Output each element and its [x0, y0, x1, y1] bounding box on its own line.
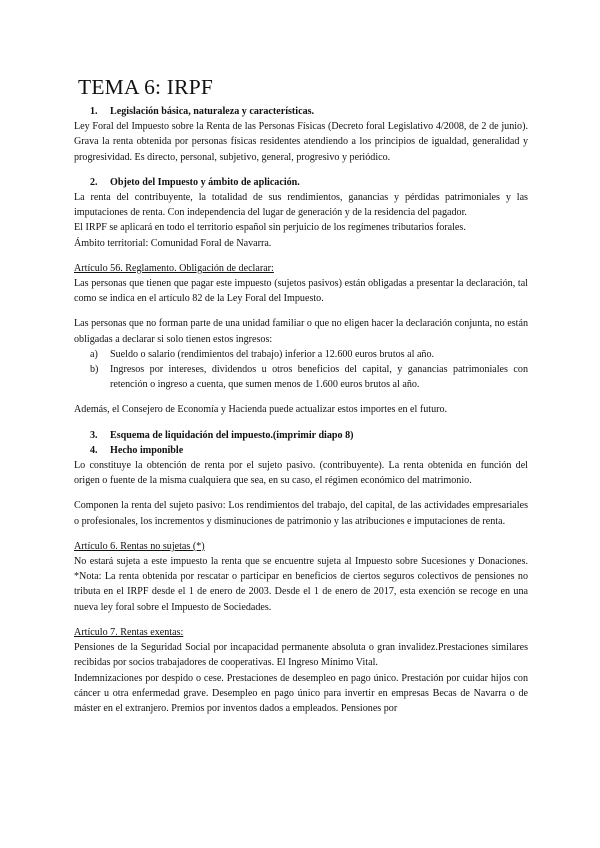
section-4-number: 4.	[90, 444, 98, 456]
section-4-paragraph-2: Componen la renta del sujeto pasivo: Los rendimientos del trabajo, del capital, de las actividades empresariales o profesionales, los incrementos y disminuciones de patrimonio y las atribuciones e imputaciones de renta.	[74, 500, 528, 527]
article-7-heading: Artículo 7. Rentas exentas:	[74, 626, 184, 638]
section-1-number: 1.	[90, 106, 98, 117]
section-2-paragraph-3: Ámbito territorial: Comunidad Foral de Navarra.	[74, 237, 272, 249]
list-item	[90, 362, 528, 392]
section-4-paragraph-1: Lo constituye la obtención de renta por el sujeto pasivo. (contribuyente). La renta obtenida en función del origen o fuente de la misma cualquiera que sea, en su caso, el régimen económico del matrimonio.	[74, 460, 528, 487]
document-page	[74, 74, 528, 716]
section-2-number: 2.	[90, 176, 98, 188]
article-6-paragraph: No estará sujeta a este impuesto la renta que se encuentre sujeta al Impuesto sobre Sucesiones y Donaciones. *Nota: La renta obtenida por rescatar o participar en beneficios de ciertos seguros colectivos de pensiones no tributa en el IRPF desde el 1 de enero de 2003. Desde el 1 de enero de 2017, esta exención se recoge en una nueva ley foral sobre el Impuesto de Sociedades.	[74, 556, 528, 613]
section-4-title: Hecho imponible	[110, 444, 184, 456]
section-3-heading	[90, 428, 528, 443]
article-56-paragraph-3: Además, el Consejero de Economía y Hacienda puede actualizar estos importes en el futuro.	[74, 404, 448, 416]
article-6-heading: Artículo 6. Rentas no sujetas (*)	[74, 540, 205, 552]
section-2-paragraph-2: El IRPF se aplicará en todo el territorio español sin perjuicio de los regímenes tributarios forales.	[74, 222, 466, 234]
section-3-title: Esquema de liquidación del impuesto.(imprimir diapo 8)	[110, 429, 354, 441]
list-text-a: Sueldo o salario (rendimientos del trabajo) inferior a 12.600 euros brutos al año.	[110, 348, 435, 360]
section-4-heading	[90, 443, 528, 458]
section-1-title: Legislación básica, naturaleza y características.	[110, 106, 315, 117]
section-2-paragraph-1: La renta del contribuyente, la totalidad de sus rendimientos, ganancias y pérdidas patrimoniales y las imputaciones de renta. Con independencia del lugar de generación y de la residencia del pagador.	[74, 192, 528, 219]
list-marker-b: b)	[90, 364, 99, 376]
section-3-number: 3.	[90, 429, 98, 441]
article-56-paragraph-2: Las personas que no forman parte de una unidad familiar o que no eligen hacer la declaración conjunta, no están obligadas a declarar si solo tienen estos ingresos:	[74, 318, 528, 345]
article-7-paragraph-2: Indemnizaciones por despido o cese. Prestaciones de desempleo en pago único. Prestación por cuidar hijos con cáncer u otra enfermedad grave. Desempleo en pago único para invertir en empresas Becas de Navarra o de máster en el extranjero. Premios por inventos dados a empleados. Pensiones por	[74, 672, 528, 714]
list-marker-a: a)	[90, 348, 98, 360]
article-56-paragraph-1: Las personas que tienen que pagar este impuesto (sujetos pasivos) están obligadas a presentar la declaración, tal como se indica en el artículo 82 de la Ley Foral del Impuesto.	[74, 278, 528, 305]
section-1-paragraph: Ley Foral del Impuesto sobre la Renta de las Personas Físicas (Decreto foral Legislativo 4/2008, de 2 de junio). Grava la renta obtenida por personas físicas residentes atendiendo a los principios de igualdad, generalidad y progresividad. Es directo, personal, subjetivo, general, progresivo y periódico.	[74, 121, 528, 163]
section-1-heading	[90, 104, 528, 119]
article-56-heading: Artículo 56. Reglamento. Obligación de declarar:	[74, 262, 274, 274]
list-text-b: Ingresos por intereses, dividendos u otros beneficios del capital, y ganancias patrimoniales con retención o ingreso a cuenta, que sumen menos de 1.600 euros brutos al año.	[110, 364, 528, 391]
section-2-heading	[90, 175, 528, 190]
page-title: TEMA 6: IRPF	[78, 75, 214, 99]
article-7-paragraph-1: Pensiones de la Seguridad Social por incapacidad permanente absoluta o gran invalidez.Prestaciones similares recibidas por socios trabajadores de cooperativas. El Ingreso Mínimo Vital.	[74, 642, 528, 669]
section-2-title: Objeto del Impuesto y ámbito de aplicación.	[110, 176, 300, 188]
list-item	[90, 347, 528, 362]
